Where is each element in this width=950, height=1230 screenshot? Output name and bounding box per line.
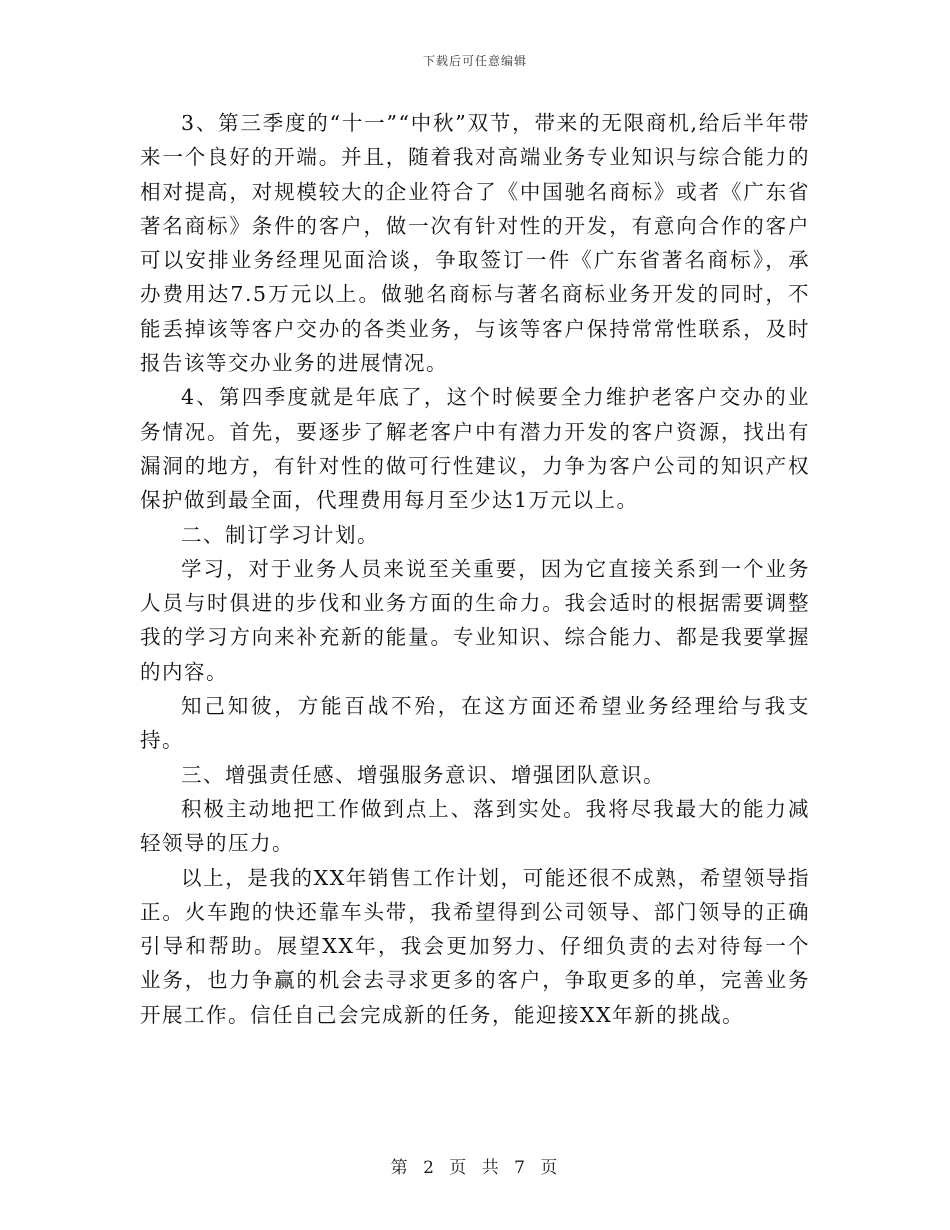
paragraph-support: 知己知彼，方能百战不殆，在这方面还希望业务经理给与我支持。 [140,694,810,753]
paragraph-conclusion: 以上，是我的XX年销售工作计划，可能还很不成熟，希望领导指正。火车跑的快还靠车头带，我希望得到公司领导、部门领导的正确引导和帮助。展望XX年，我会更加努力、仔细负责的去对待每一个业务，也力争赢的机会去寻求更多的客户，争取更多的单，完善业务开展工作。信任自己会完成新的任务，能迎接XX年新的挑战。 [140,865,810,1027]
document-body [140,106,810,1032]
paragraph-study: 学习，对于业务人员来说至关重要，因为它直接关系到一个业务人员与时俱进的步伐和业务方面的生命力。我会适时的根据需要调整我的学习方向来补充新的能量。专业知识、综合能力、都是我要掌握的内容。 [140,556,810,684]
paragraph-initiative: 积极主动地把工作做到点上、落到实处。我将尽我最大的能力减轻领导的压力。 [140,796,810,856]
section-heading-responsibility: 三、增强责任感、增强服务意识、增强团队意识。 [181,762,665,787]
section-heading-study-plan: 二、制订学习计划。 [181,522,379,547]
paragraph-q4-plan: 4、第四季度就是年底了，这个时候要全力维护老客户交办的业务情况。首先，要逐步了解老客户中有潜力开发的客户资源，找出有漏洞的地方，有针对性的做可行性建议，力争为客户公司的知识产权保护做到最全面，代理费用每月至少达1万元以上。 [140,385,810,513]
page-header: 下载后可任意编辑 [422,54,527,68]
paragraph-q3-plan: 3、第三季度的“十一”“中秋”双节，带来的无限商机,给后半年带来一个良好的开端。并且，随着我对高端业务专业知识与综合能力的相对提高，对规模较大的企业符合了《中国驰名商标》或者《广东省著名商标》条件的客户，做一次有针对性的开发，有意向合作的客户可以安排业务经理见面洽谈，争取签订一件《广东省著名商标》，承办费用达7.5万元以上。做驰名商标与著名商标业务开发的同时，不能丢掉该等客户交办的各类业务，与该等客户保持常常性联系，及时报告该等交办业务的进展情况。 [140,111,810,376]
page-number: 第 2 页 共 7 页 [390,1158,560,1178]
